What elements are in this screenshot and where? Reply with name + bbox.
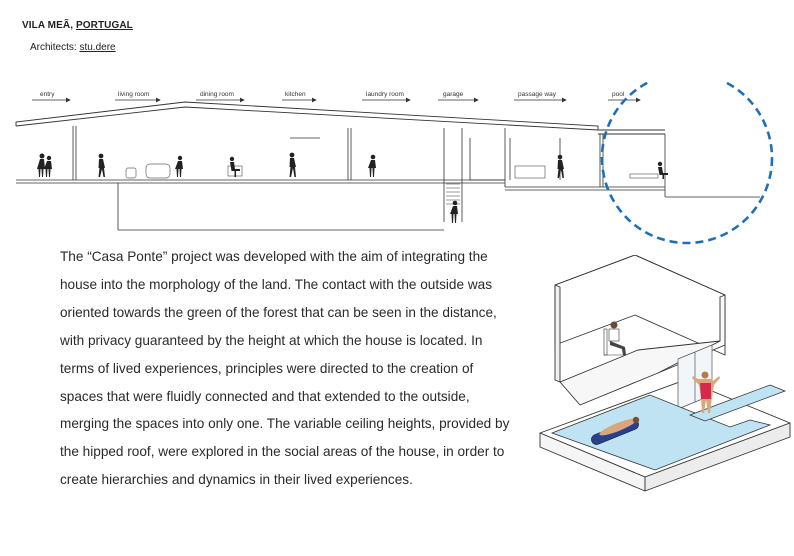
person-icon: [290, 153, 297, 177]
room-label-dining-room: dining room: [200, 91, 234, 98]
project-location: VILA MEÃ,: [22, 20, 76, 31]
room-label-garage: garage: [443, 91, 464, 98]
room-label-group: [32, 91, 640, 100]
room-label-laundry-room: laundry room: [366, 91, 404, 98]
staircase: [446, 184, 460, 204]
person-icon: [658, 162, 668, 179]
architects-name: stu.dere: [79, 42, 116, 53]
project-title: [22, 20, 133, 31]
room-label-pool: pool: [612, 91, 625, 98]
person-icon: [44, 156, 52, 177]
person-icon: [558, 155, 565, 178]
architects-credit: [30, 42, 116, 53]
room-label-passage-way: passage way: [518, 91, 556, 98]
project-country: PORTUGAL: [75, 20, 133, 31]
furniture: [126, 164, 658, 178]
seated-person: [604, 322, 626, 356]
isometric-pool-drawing: [530, 255, 794, 556]
person-icon: [368, 155, 376, 177]
person-icon: [99, 154, 106, 177]
room-label-kitchen: kitchen: [285, 91, 306, 98]
room-label-living-room: living room: [118, 91, 150, 98]
architects-label: Architects:: [30, 42, 80, 53]
highlight-circle: [602, 82, 772, 243]
hipped-roof: [16, 102, 665, 134]
project-description: The “Casa Ponte” project was developed with the aim of integrating the house into the morphology of the land. The contact with the outside was oriented towards the green of the forest that can be seen in the distance, with privacy guaranteed by the height at which the house is located. In terms of lived experiences, principles were directed to the creation of spaces that were fluidly connected and that extended to the outside, merging the spaces into only one. The variable ceiling heights, provided by the hipped roof, were explored in the social areas of the house, in order to create hierarchies and dynamics in their lived experiences.: [60, 249, 510, 488]
people: [37, 153, 668, 223]
section-drawing: [0, 82, 794, 247]
room-label-entry: entry: [40, 91, 55, 98]
person-icon: [230, 157, 240, 177]
person-icon: [175, 156, 183, 177]
person-icon: [37, 154, 45, 178]
